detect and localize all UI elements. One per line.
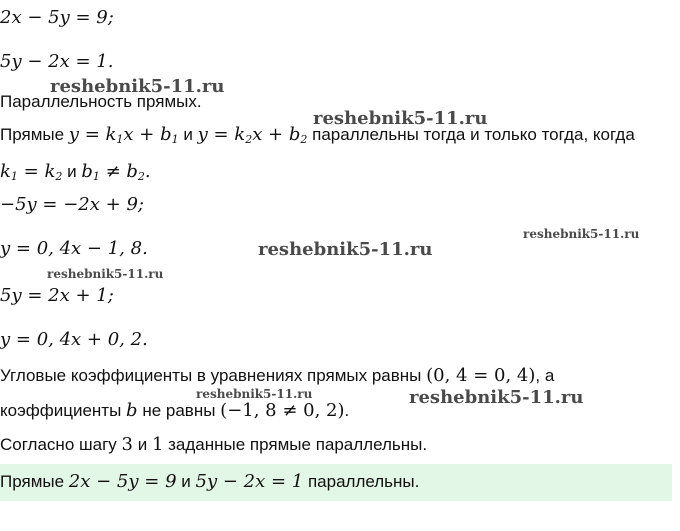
answer-statement: Прямые 2x − 5y = 9 и 5y − 2x = 1 параллельны. <box>0 471 420 492</box>
parallel-condition: $k_1 = k_2$ и $b_1 \ne b_2$. <box>0 161 151 183</box>
watermark: reshebnik5-11.ru <box>313 108 488 129</box>
conclusion-statement: Согласно шагу 3 и 1 заданные прямые параллельны. <box>0 434 428 455</box>
parallel-rule: Прямые $y = k_1x + b_1$ и $y = k_2x + b_2$ параллельны тогда и только тогда, когда <box>0 124 635 146</box>
step2-line-a: 5y = 2x + 1; <box>0 285 114 306</box>
intercepts-statement: коэффициенты b не равны (−1, 8 ≠ 0, 2). <box>0 400 350 421</box>
equation-1: 2x − 5y = 9; <box>0 7 114 28</box>
watermark: reshebnik5-11.ru <box>196 387 313 401</box>
watermark: reshebnik5-11.ru <box>258 239 433 260</box>
watermark: reshebnik5-11.ru <box>523 227 640 241</box>
watermark: reshebnik5-11.ru <box>50 76 225 97</box>
equation-2: 5y − 2x = 1. <box>0 51 114 72</box>
watermark: reshebnik5-11.ru <box>409 387 584 408</box>
step2-line-b: y = 0, 4x + 0, 2. <box>0 329 148 350</box>
step1-line-b: y = 0, 4x − 1, 8. <box>0 238 148 259</box>
watermark: reshebnik5-11.ru <box>47 267 164 281</box>
slopes-statement: Угловые коэффициенты в уравнениях прямых равны (0, 4 = 0, 4), а <box>0 365 555 386</box>
section-title: Параллельность прямых. <box>0 92 202 111</box>
step1-line-a: −5y = −2x + 9; <box>0 194 144 215</box>
